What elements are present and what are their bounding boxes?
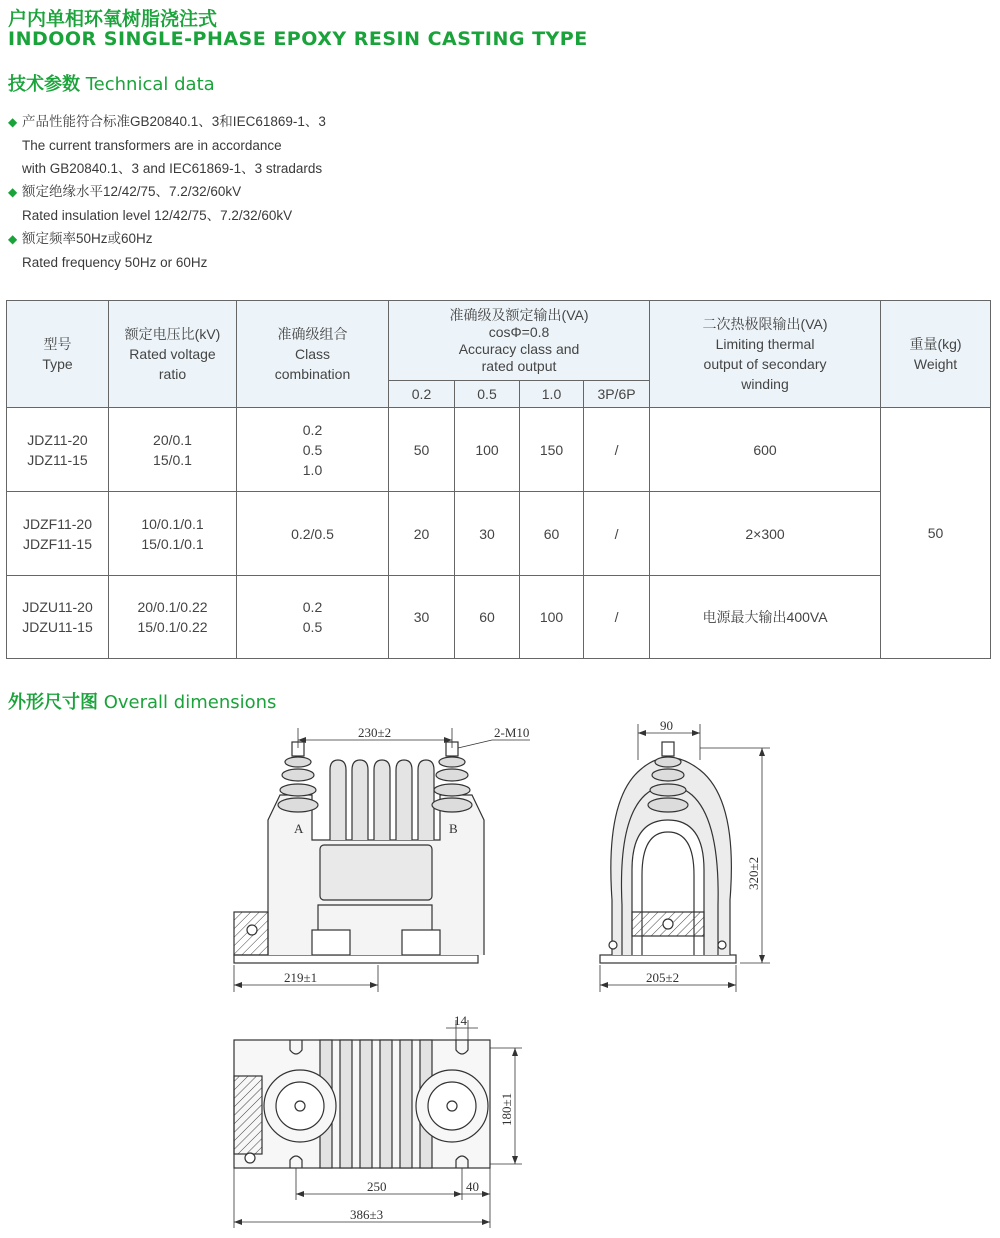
cell-type: JDZ11-20 JDZ11-15 <box>7 408 109 492</box>
dimensions-heading-en: Overall dimensions <box>103 692 277 713</box>
bullet-line: ◆ 额定绝缘水平12/42/75、7.2/32/60kV <box>8 180 326 204</box>
cell-thermal: 2×300 <box>650 492 881 576</box>
cell-class: 0.2 0.5 <box>237 576 389 659</box>
header-thermal: 二次热极限输出(VA) Limiting thermal output of secondary winding <box>650 301 881 408</box>
cell-type: JDZF11-20 JDZF11-15 <box>7 492 109 576</box>
bullet-line: ◆ 产品性能符合标准GB20840.1、3和IEC61869-1、3 <box>8 110 326 134</box>
cell-ratio: 10/0.1/0.1 15/0.1/0.1 <box>109 492 237 576</box>
side-bottom-dimension: 205±2 <box>646 970 680 985</box>
cell-0-2: 30 <box>389 576 455 659</box>
cell-class: 0.2 0.5 1.0 <box>237 408 389 492</box>
dimensions-heading-cn: 外形尺寸图 <box>8 692 98 713</box>
page-title-en: INDOOR SINGLE-PHASE EPOXY RESIN CASTING TYPE <box>8 28 588 50</box>
plan-total-dimension: 386±3 <box>350 1207 384 1222</box>
header-class: 准确级组合 Class combination <box>237 301 389 408</box>
side-top-dimension: 90 <box>660 718 673 733</box>
technical-heading-cn: 技术参数 <box>8 74 80 95</box>
cell-thermal: 600 <box>650 408 881 492</box>
cell-0-2: 20 <box>389 492 455 576</box>
cell-thermal: 电源最大输出400VA <box>650 576 881 659</box>
cell-ratio: 20/0.1 15/0.1 <box>109 408 237 492</box>
header-accuracy: 准确级及额定输出(VA) cosΦ=0.8 Accuracy class and rated output <box>389 301 650 381</box>
cell-class: 0.2/0.5 <box>237 492 389 576</box>
cell-ratio: 20/0.1/0.22 15/0.1/0.22 <box>109 576 237 659</box>
cell-1-0: 150 <box>520 408 584 492</box>
terminal-b-label: B <box>449 821 458 836</box>
cell-0-2: 50 <box>389 408 455 492</box>
diamond-bullet-icon: ◆ <box>8 115 18 129</box>
technical-heading-en: Technical data <box>85 74 215 95</box>
side-height-dimension: 320±2 <box>746 856 761 890</box>
header-sub-0-5: 0.5 <box>455 381 520 408</box>
cell-0-5: 100 <box>455 408 520 492</box>
header-sub-0-2: 0.2 <box>389 381 455 408</box>
cell-0-5: 30 <box>455 492 520 576</box>
front-view-drawing <box>234 725 530 992</box>
front-top-dimension: 230±2 <box>358 725 392 740</box>
cell-3p6p: / <box>584 576 650 659</box>
plan-slot-dimension: 14 <box>454 1013 467 1028</box>
bullet-line: The current transformers are in accordance <box>22 138 282 153</box>
plan-edge-dimension: 40 <box>466 1179 479 1194</box>
cell-type: JDZU11-20 JDZU11-15 <box>7 576 109 659</box>
terminal-a-label: A <box>294 821 304 836</box>
plan-view-drawing <box>234 1013 522 1228</box>
diamond-bullet-icon: ◆ <box>8 232 18 246</box>
cell-1-0: 100 <box>520 576 584 659</box>
cell-weight: 50 <box>881 408 991 659</box>
plan-height-dimension: 180±1 <box>499 1092 514 1126</box>
header-ratio: 额定电压比(kV) Rated voltage ratio <box>109 301 237 408</box>
header-type: 型号 Type <box>7 301 109 408</box>
front-bottom-dimension: 219±1 <box>284 970 318 985</box>
bullet-line: with GB20840.1、3 and IEC61869-1、3 stradards <box>22 161 323 176</box>
header-sub-1-0: 1.0 <box>520 381 584 408</box>
page-title-cn: 户内单相环氧树脂浇注式 <box>8 8 218 30</box>
bullet-line: ◆ 额定频率50Hz或60Hz <box>8 227 326 251</box>
diamond-bullet-icon: ◆ <box>8 185 18 199</box>
plan-span-dimension: 250 <box>367 1179 387 1194</box>
cell-0-5: 60 <box>455 576 520 659</box>
bolt-label: 2-M10 <box>494 725 530 740</box>
cell-3p6p: / <box>584 492 650 576</box>
bullet-line: Rated insulation level 12/42/75、7.2/32/60kV <box>22 208 293 223</box>
side-view-drawing <box>600 718 770 992</box>
cell-1-0: 60 <box>520 492 584 576</box>
bullet-line: Rated frequency 50Hz or 60Hz <box>22 255 208 270</box>
header-weight: 重量(kg) Weight <box>881 301 991 408</box>
header-sub-3p6p: 3P/6P <box>584 381 650 408</box>
cell-3p6p: / <box>584 408 650 492</box>
